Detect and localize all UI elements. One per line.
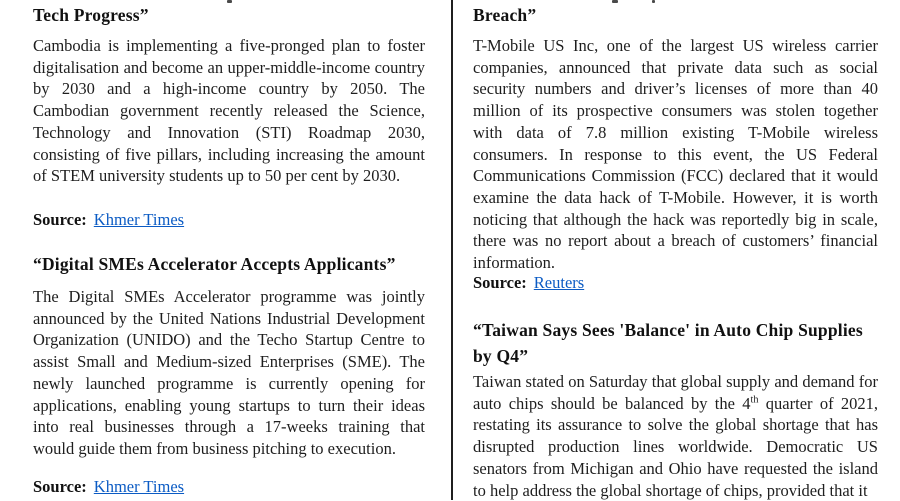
headline-tech-progress: Tech Progress” [33,5,149,25]
article-body-taiwan-part1: Taiwan stated on Saturday that global supply and demand for auto chips should be balanced by the 4 [473,372,878,413]
article-body-digital-smes: The Digital SMEs Accelerator programme was jointly announced by the United Nations Industrial Development Organization (UNIDO) and the Techo Startup Centre to assist Small and Medium-sized Enterprises (SME). The newly launched programme is currently opening for applications, enabling young startups to turn their ideas into real businesses through a 17-weeks training that would guide them from business pitching to execution. [33,287,425,458]
source-link-reuters[interactable]: Reuters [533,273,585,292]
article-body-taiwan-part2: quarter of 2021, restating its assurance to solve the global shortage that has disrupted production lines worldwide. Democratic US senators from Michigan and Ohio have requested the island to help address the global shortage of chips, provided that it [473,393,879,500]
source-line [33,209,425,231]
source-line [473,272,878,294]
ordinal-superscript: th [750,394,759,406]
article-body-tmobile: T-Mobile US Inc, one of the largest US wireless carrier companies, announced that private data such as social security numbers and driver’s licenses of more than 40 million of its prospective consumers was stolen together with data of 7.8 million existing T-Mobile wireless consumers. In response to this event, the US Federal Communications Commission (FCC) declared that it would examine the data hack of T-Mobile. However, it is worth noticing that although the hack was reportedly big in scale, there was no report about a breach of customers’ financial information. [473,36,878,273]
article-body-cambodia: Cambodia is implementing a five-pronged plan to foster digitalisation and become an upper-middle-income country by 2030 and a high-income country by 2050. The Cambodian government recently released the Science, Technology and Innovation (STI) Roadmap 2030, consisting of five pillars, including increasing the amount of STEM university students up to 50 per cent by 2030. [33,36,425,186]
source-label: Source: [473,273,527,292]
column-divider [451,0,453,500]
source-line [33,476,425,498]
article-body-taiwan [473,371,878,501]
source-label: Source: [33,210,87,229]
headline-digital-smes: “Digital SMEs Accelerator Accepts Applicants” [33,254,396,274]
left-column [33,0,425,500]
source-label: Source: [33,477,87,496]
headline-breach: Breach” [473,5,537,25]
source-link-khmer-times[interactable]: Khmer Times [93,210,185,229]
right-column [473,0,878,500]
headline-taiwan-chips: “Taiwan Says Sees 'Balance' in Auto Chip Supplies by Q4” [473,320,863,366]
source-link-khmer-times[interactable]: Khmer Times [93,477,185,496]
